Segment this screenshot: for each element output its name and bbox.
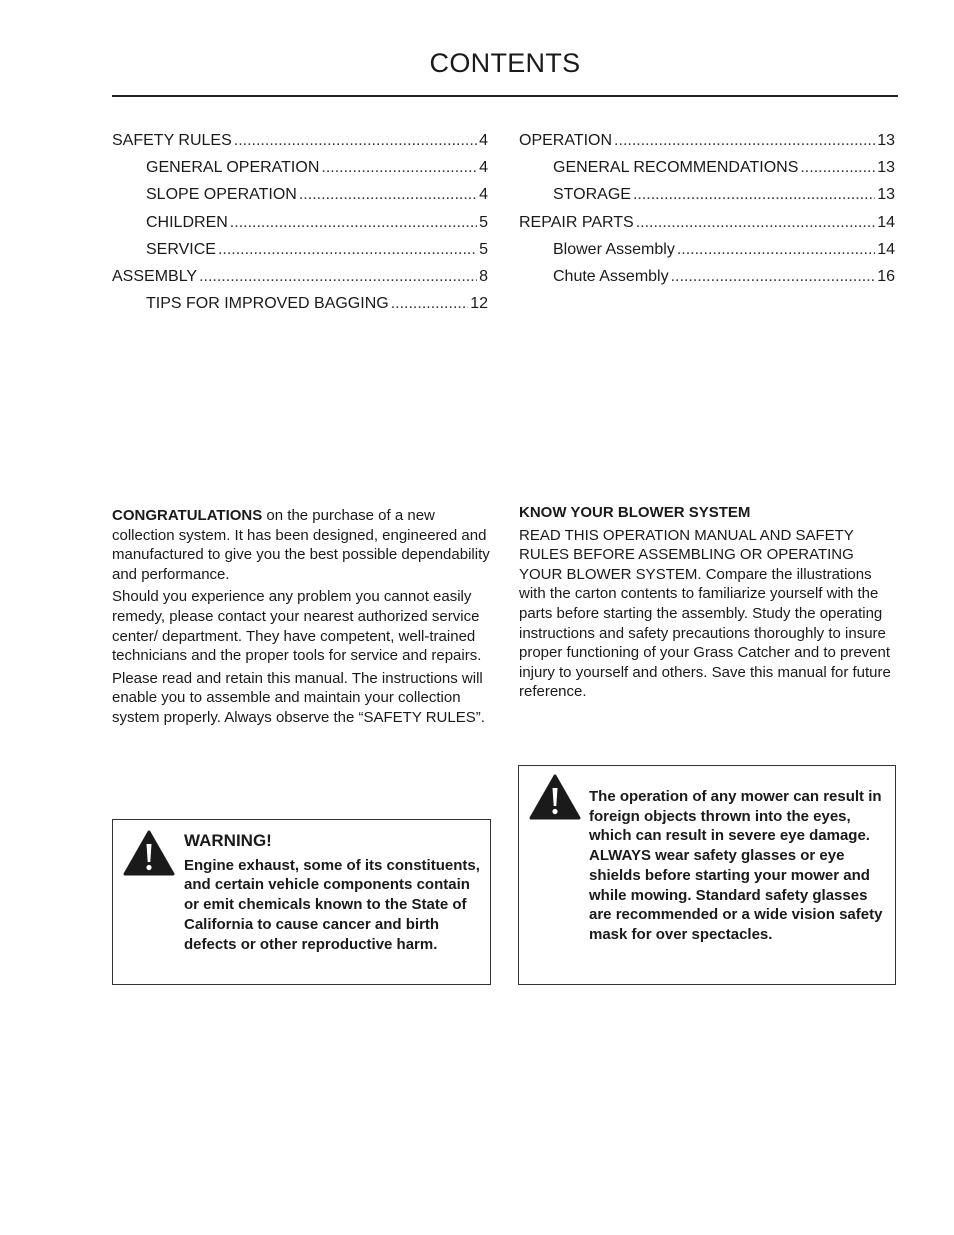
intro-paragraph: Should you experience any problem you cannot easily remedy, please contact your nearest authorized service center/ department. They have competent, well-trained technicians and the proper tools for service and repairs. bbox=[112, 588, 482, 665]
toc-entry-page: 14 bbox=[877, 240, 895, 258]
intro-paragraph bbox=[112, 506, 492, 584]
warning-text: Engine exhaust, some of its constituents, and certain vehicle components contain or emit chemicals known to the State of California to cause cancer and birth defects or other reproductive harm. bbox=[184, 856, 480, 953]
know-section bbox=[519, 503, 895, 705]
toc-entry-page: 5 bbox=[479, 213, 488, 231]
toc-right-column bbox=[519, 130, 895, 293]
intro-paragraph: Please read and retain this manual. The instructions will enable you to assemble and maintain your collection system properly. Always observe the “SAFETY RULES”. bbox=[112, 669, 485, 726]
warning-heading: WARNING! bbox=[184, 831, 272, 850]
toc-entry[interactable] bbox=[112, 266, 488, 293]
toc-entry-label: GENERAL OPERATION bbox=[146, 159, 320, 177]
toc-entry-label: OPERATION bbox=[519, 132, 613, 149]
intro-lead-text: on the purchase of a new collection system. It has been designed, engineered and manufactured to give you the best possible dependability and performance. bbox=[112, 507, 490, 583]
toc-entry-page: 4 bbox=[479, 132, 488, 149]
toc-entry-label: GENERAL RECOMMENDATIONS bbox=[553, 159, 799, 177]
dot-leader bbox=[391, 293, 469, 315]
toc-entry[interactable] bbox=[519, 130, 895, 157]
dot-leader bbox=[218, 239, 477, 261]
intro-lead: CONGRATULATIONS bbox=[112, 507, 263, 524]
intro-section bbox=[112, 506, 492, 731]
dot-leader bbox=[230, 212, 477, 234]
toc-entry[interactable] bbox=[112, 239, 488, 266]
toc-entry[interactable] bbox=[112, 157, 488, 184]
eye-safety-text: The operation of any mower can result in foreign objects thrown into the eyes, which can result in severe eye damage. ALWAYS wear safety glasses or eye shields before starting your mower and while mowing. Standard safety glasses are recommended or a wide vision safety mask for over spectacles. bbox=[589, 788, 883, 943]
dot-leader bbox=[299, 184, 477, 206]
toc-entry-label: Blower Assembly bbox=[553, 240, 675, 258]
title-divider bbox=[112, 95, 898, 97]
know-paragraph: READ THIS OPERATION MANUAL AND SAFETY RULES BEFORE ASSEMBLING OR OPERATING YOUR BLOWER SYSTEM. Compare the illustrations with the carton contents to familiarize yourself with the parts before starting the assembly. Study the operating instructions and safety precautions thoroughly to insure proper functioning of your Grass Catcher and to prevent injury to yourself and others. Save this manual for future reference. bbox=[519, 526, 891, 701]
warning-triangle-icon bbox=[123, 830, 175, 876]
toc-entry-page: 14 bbox=[877, 213, 895, 231]
warning-triangle-icon bbox=[529, 774, 581, 820]
toc-entry-label: SLOPE OPERATION bbox=[146, 186, 297, 204]
dot-leader bbox=[800, 157, 875, 179]
toc-entry-page: 13 bbox=[877, 186, 895, 204]
toc-entry-page: 12 bbox=[470, 295, 488, 313]
toc-entry-page: 13 bbox=[877, 159, 895, 177]
toc-entry[interactable] bbox=[519, 212, 895, 239]
dot-leader bbox=[633, 184, 875, 206]
toc-entry[interactable] bbox=[519, 266, 895, 293]
dot-leader bbox=[677, 239, 875, 261]
toc-entry[interactable] bbox=[519, 239, 895, 266]
dot-leader bbox=[321, 157, 477, 179]
toc-entry-label: TIPS FOR IMPROVED BAGGING bbox=[146, 295, 389, 313]
toc-entry-label: SERVICE bbox=[146, 240, 216, 258]
toc-entry[interactable] bbox=[112, 184, 488, 211]
toc-entry[interactable] bbox=[519, 184, 895, 211]
toc-entry-label: REPAIR PARTS bbox=[519, 213, 634, 231]
toc-entry-page: 16 bbox=[877, 267, 895, 285]
warning-content bbox=[184, 831, 480, 954]
toc-left-column bbox=[112, 130, 488, 320]
dot-leader bbox=[234, 130, 477, 152]
toc-entry[interactable] bbox=[112, 130, 488, 157]
toc-entry-page: 4 bbox=[479, 186, 488, 204]
toc-entry[interactable] bbox=[112, 212, 488, 239]
toc-entry-label: ASSEMBLY bbox=[112, 267, 198, 285]
toc-entry-page: 8 bbox=[479, 267, 488, 285]
toc-entry-page: 13 bbox=[877, 132, 895, 149]
know-heading: KNOW YOUR BLOWER SYSTEM bbox=[519, 504, 751, 521]
dot-leader bbox=[671, 266, 876, 288]
page-title: CONTENTS bbox=[429, 48, 581, 78]
toc-entry-page: 4 bbox=[479, 159, 488, 177]
dot-leader bbox=[636, 212, 876, 234]
warning-box bbox=[112, 819, 491, 985]
toc-entry[interactable] bbox=[112, 293, 488, 320]
toc-entry-page: 5 bbox=[479, 240, 488, 258]
eye-safety-box bbox=[518, 765, 896, 985]
toc-entry-label: CHILDREN bbox=[146, 213, 228, 231]
dot-leader bbox=[199, 266, 477, 288]
toc-entry-label: Chute Assembly bbox=[553, 267, 669, 285]
dot-leader bbox=[614, 130, 875, 152]
toc-entry-label: SAFETY RULES bbox=[112, 132, 232, 149]
toc-entry-label: STORAGE bbox=[553, 186, 631, 204]
toc-entry[interactable] bbox=[519, 157, 895, 184]
